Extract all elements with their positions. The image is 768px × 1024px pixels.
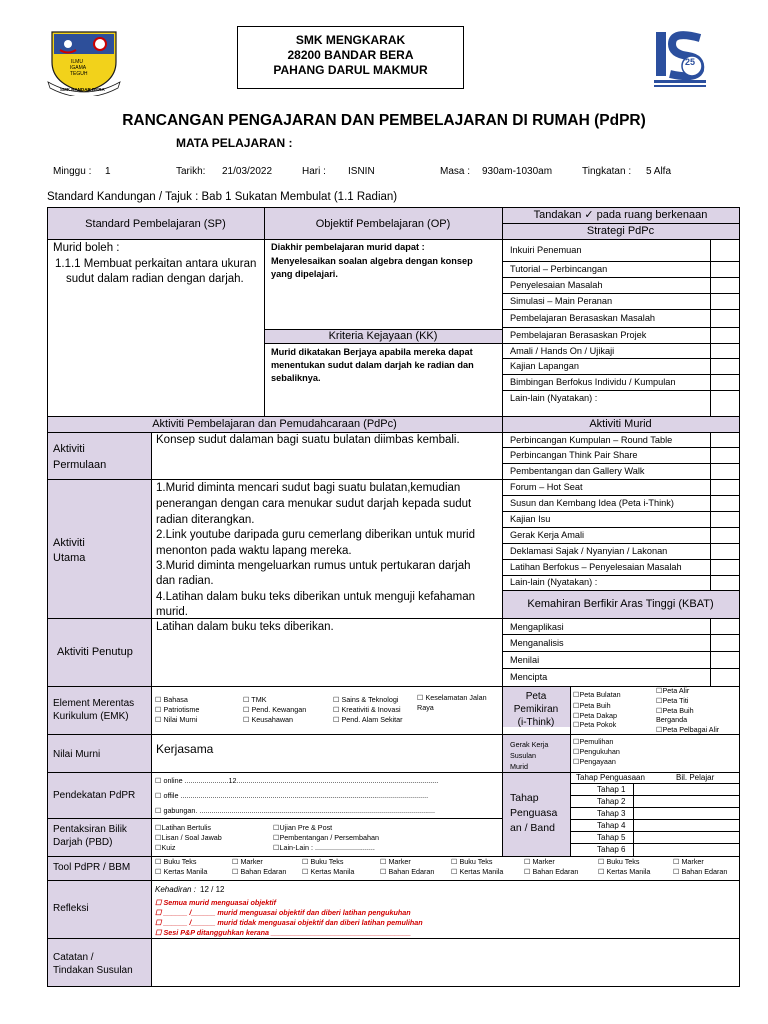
pbd-label-2: Darjah (PBD) [53,837,113,848]
strategi-item: Tutorial – Perbincangan [510,264,608,274]
kk-line-2: menentukan sudut dalam darjah ke radian dan [271,360,474,370]
kbat-item: Menilai [510,655,540,665]
utama-line-5: menonton pada waktu lapang mereka. [156,545,352,557]
pbd-option[interactable]: ☐Pembentangan / Persembahan [273,833,379,842]
tahap-label-1: Tahap [510,792,539,804]
refleksi-option[interactable]: ☐ ______ /______ murid menguasai objektif dan diberi latihan pengukuhan [155,908,411,917]
tahap-row: Tahap 4 [597,821,626,830]
tool-option[interactable]: ☐ Marker [524,857,555,866]
refleksi-label: Refleksi [53,903,89,914]
crest-ribbon-text: SMK BANDAR BERA [60,87,105,92]
peta-option-cont: Berganda [656,715,688,724]
utama-label-1: Aktiviti [53,537,85,549]
catatan-label-1: Catatan / [53,952,94,963]
peta-label-3: (i-Think) [517,717,555,728]
tahap-label-2: Penguasa [510,807,558,819]
page-title: RANCANGAN PENGAJARAN DAN PEMBELAJARAN DI RUMAH (PdPR) [122,112,646,129]
crest-motto-3: TEGUH [70,71,88,77]
tool-option[interactable]: ☐ Marker [232,857,263,866]
tahap-row: Tahap 5 [597,833,626,842]
kbat-item: Mencipta [510,672,548,682]
kbat-item: Menganalisis [510,638,564,648]
tool-option[interactable]: ☐ Buku Teks [451,857,493,866]
peta-option[interactable]: ☐Peta Buih [573,701,611,710]
pendekatan-gabungan[interactable]: ☐ gabungan. ...................................................................................................................... [155,806,436,815]
tool-option[interactable]: ☐ Kertas Manila [155,867,208,876]
penutup-text: Latihan dalam buku teks diberikan. [156,621,334,633]
aktiviti-header: Aktiviti Pembelajaran dan Pemudahcaraan (PdPc) [152,418,397,430]
tool-option[interactable]: ☐ Kertas Manila [598,867,651,876]
nilai-label: Nilai Murni [53,749,101,760]
tool-option[interactable]: ☐ Bahan Edaran [380,867,435,876]
gerak-label-3: Murid [510,762,528,771]
tahap-col-header: Tahap Penguasaan [576,773,645,782]
peta-option[interactable]: ☐Peta Bulatan [573,690,621,699]
peta-option[interactable]: ☐Peta Titi [656,696,689,705]
emk-option[interactable]: ☐ Pend. Kewangan [243,705,307,714]
tahap-row: Tahap 2 [597,797,626,806]
kbat-item: Mengaplikasi [510,622,564,632]
anniversary-number: 25 [685,57,696,67]
aktiviti-murid-item: Forum – Hot Seat [510,482,583,492]
tingkatan-value: 5 Alfa [646,166,672,177]
catatan-label-2: Tindakan Susulan [53,965,133,976]
gerak-option[interactable]: ☐Pengayaan [573,757,616,766]
utama-line-2: penerangan dengan cara menukar sudut darjah kepada sudut [156,498,472,510]
utama-line-1: 1.Murid diminta mencari sudut bagi suatu bulatan,kemudian [156,482,461,494]
gerak-label-2: Susulan [510,751,536,760]
tool-option[interactable]: ☐ Kertas Manila [451,867,504,876]
pbd-option[interactable]: ☐Lain-Lain : .............................. [273,843,375,852]
sp-line-2: 1.1.1 Membuat perkaitan antara ukuran [55,258,257,270]
pendekatan-online[interactable]: ☐ online ......................12..................................................................................................... [155,776,439,785]
bil-col-header: Bil. Pelajar [676,773,715,782]
op-line-1: Diakhir pembelajaran murid dapat : [271,242,425,252]
minggu-label: Minggu : [53,166,92,177]
tool-option[interactable]: ☐ Buku Teks [155,857,197,866]
peta-label-1: Peta [525,691,547,702]
nilai-text: Kerjasama [156,742,214,756]
crest-motto-1: ILMU [71,59,83,65]
emk-option[interactable]: ☐ Kreativiti & Inovasi [333,705,401,714]
tool-option[interactable]: ☐ Marker [673,857,704,866]
anniversary-logo [652,28,708,90]
tandakan-label: Tandakan ✓ pada ruang berkenaan [533,209,708,221]
catatan-field[interactable] [152,939,738,985]
aktiviti-murid-item: Perbincangan Kumpulan – Round Table [510,435,673,445]
tool-option[interactable]: ☐ Bahan Edaran [232,867,287,876]
pbd-option[interactable]: ☐Lisan / Soal Jawab [155,833,222,842]
peta-option[interactable]: ☐Peta Dakap [573,711,618,720]
emk-option[interactable]: ☐ Pend. Alam Sekitar [333,715,403,724]
pbd-option[interactable]: ☐Ujian Pre & Post [273,823,333,832]
peta-option[interactable]: ☐Peta Buih [656,706,694,715]
peta-option[interactable]: ☐Peta Pelbagai Alir [656,725,720,734]
kk-line-1: Murid dikatakan Berjaya apabila mereka dapat [271,347,473,357]
aktiviti-murid-item: Susun dan Kembang Idea (Peta i-Think) [510,498,674,508]
pbd-option[interactable]: ☐Kuiz [155,843,176,852]
aktiviti-murid-item: Gerak Kerja Amali [510,530,585,540]
tool-option[interactable]: ☐ Kertas Manila [302,867,355,876]
utama-line-8: 4.Latihan dalam buku teks diberikan untuk menguji kefahaman [156,591,476,603]
emk-label-1: Element Merentas [53,698,135,709]
emk-option[interactable]: ☐ Bahasa [155,695,188,704]
standard-kandungan: Standard Kandungan / Tajuk : Bab 1 Sukatan Membulat (1.1 Radian) [47,191,398,203]
tool-option[interactable]: ☐ Buku Teks [598,857,640,866]
strategi-item: Penyelesaian Masalah [510,280,603,290]
permulaan-text: Konsep sudut dalaman bagi suatu bulatan diimbas kembali. [156,434,460,446]
tahap-row: Tahap 6 [597,845,626,854]
crest-motto-2: IGAMA [70,65,87,71]
kehadiran-value: 12 / 12 [200,885,225,894]
refleksi-option[interactable]: ☐ Sesi P&P ditangguhkan kerana ___________________________________ [155,928,411,937]
strategi-item: Lain-lain (Nyatakan) : [510,393,598,403]
penutup-label: Aktiviti Penutup [57,646,133,658]
strategi-item: Pembelajaran Berasaskan Masalah [510,313,656,323]
peta-label-2: Pemikiran [513,704,559,715]
utama-line-7: dan radian. [156,575,214,587]
utama-line-9: murid. [156,606,188,618]
hari-value: ISNIN [348,166,375,177]
aktiviti-murid-item: Kajian Isu [510,514,551,524]
aktiviti-murid-item: Latihan Berfokus – Penyelesaian Masalah [510,562,682,572]
pendekatan-offline[interactable]: ☐ offile ............................................................................................................................ [155,791,429,800]
tarikh-label: Tarikh: [176,166,206,177]
tahap-label-3: an / Band [510,822,555,834]
masa-value: 930am-1030am [482,166,553,177]
tool-option[interactable]: ☐ Bahan Edaran [673,867,728,876]
sp-line-1: Murid boleh : [53,242,120,254]
emk-option-cont: Raya [417,703,434,712]
aktiviti-murid-item: Lain-lain (Nyatakan) : [510,577,598,587]
sp-header: Standard Pembelajaran (SP) [85,218,226,230]
tool-option[interactable]: ☐ Bahan Edaran [524,867,579,876]
utama-line-3: radian diterangkan. [156,514,255,526]
kehadiran-label: Kehadiran : [155,885,196,894]
strategi-header: Strategi PdPc [586,225,655,237]
emk-option[interactable]: ☐ TMK [243,695,267,704]
aktiviti-murid-item: Pembentangan dan Gallery Walk [510,466,645,476]
tool-option[interactable]: ☐ Marker [380,857,411,866]
school-name: SMK MENGKARAK [295,33,406,47]
emk-option[interactable]: ☐ Keselamatan Jalan [417,693,487,702]
gerak-option[interactable]: ☐Pemulihan [573,737,614,746]
peta-option[interactable]: ☐Peta Alir [656,686,690,695]
refleksi-option[interactable]: ☐ ______ /______ murid tidak menguasai objektif dan diberi latihan pemulihan [155,918,423,927]
emk-option[interactable]: ☐ Nilai Murni [155,715,198,724]
emk-option[interactable]: ☐ Patriotisme [155,705,200,714]
refleksi-option[interactable]: ☐ Semua murid menguasai objektif [155,898,277,907]
strategi-item: Amali / Hands On / Ujikaji [510,346,615,356]
minggu-value: 1 [105,166,111,177]
sp-line-3: sudut dalam radian dengan darjah. [66,273,244,285]
tahap-row: Tahap 3 [597,809,626,818]
permulaan-label-1: Aktiviti [53,443,85,455]
kbat-header: Kemahiran Berfikir Aras Tinggi (KBAT) [527,598,714,610]
school-header-box [237,26,464,89]
tahap-row: Tahap 1 [597,785,626,794]
tool-label: Tool PdPR / BBM [53,862,131,873]
utama-label-2: Utama [53,552,86,564]
utama-line-6: 3.Murid diminta mengeluarkan rumus untuk pertukaran darjah [156,560,471,572]
kk-header: Kriteria Kejayaan (KK) [328,330,438,342]
emk-option[interactable]: ☐ Sains & Teknologi [333,695,399,704]
op-line-2: Menyelesaikan soalan algebra dengan konsep [271,256,473,266]
peta-option[interactable]: ☐Peta Pokok [573,720,617,729]
tarikh-value: 21/03/2022 [222,166,273,177]
tingkatan-label: Tingkatan : [582,166,632,177]
aktiviti-murid-header: Aktiviti Murid [589,418,652,430]
school-address-2: PAHANG DARUL MAKMUR [273,63,428,77]
strategi-item: Inkuiri Penemuan [510,245,582,255]
strategi-item: Pembelajaran Berasaskan Projek [510,330,647,340]
masa-label: Masa : [440,166,471,177]
aktiviti-murid-item: Deklamasi Sajak / Nyanyian / Lakonan [510,546,668,556]
school-address-1: 28200 BANDAR BERA [287,48,414,62]
aktiviti-murid-item: Perbincangan Think Pair Share [510,450,638,460]
strategi-item: Bimbingan Berfokus Individu / Kumpulan [510,377,676,387]
emk-label-2: Kurikulum (EMK) [53,711,129,722]
op-header: Objektif Pembelajaran (OP) [315,218,451,230]
op-line-3: yang dipelajari. [271,269,338,279]
hari-label: Hari : [302,166,326,177]
pendekatan-label: Pendekatan PdPR [53,790,136,801]
emk-option[interactable]: ☐ Keusahawan [243,715,294,724]
strategi-item: Kajian Lapangan [510,361,579,371]
subject-label: MATA PELAJARAN : [176,136,293,150]
permulaan-label-2: Permulaan [53,459,107,471]
kk-line-3: sebaliknya. [271,373,321,383]
gerak-option[interactable]: ☐Pengukuhan [573,747,620,756]
tool-option[interactable]: ☐ Buku Teks [302,857,344,866]
pbd-option[interactable]: ☐Latihan Bertulis [155,823,211,832]
utama-line-4: 2.Link youtube daripada guru cemerlang diberikan untuk murid [156,529,476,541]
pbd-label-1: Pentaksiran Bilik [53,824,127,835]
strategi-item: Simulasi – Main Peranan [510,296,613,306]
gerak-label-1: Gerak Kerja [510,740,549,749]
